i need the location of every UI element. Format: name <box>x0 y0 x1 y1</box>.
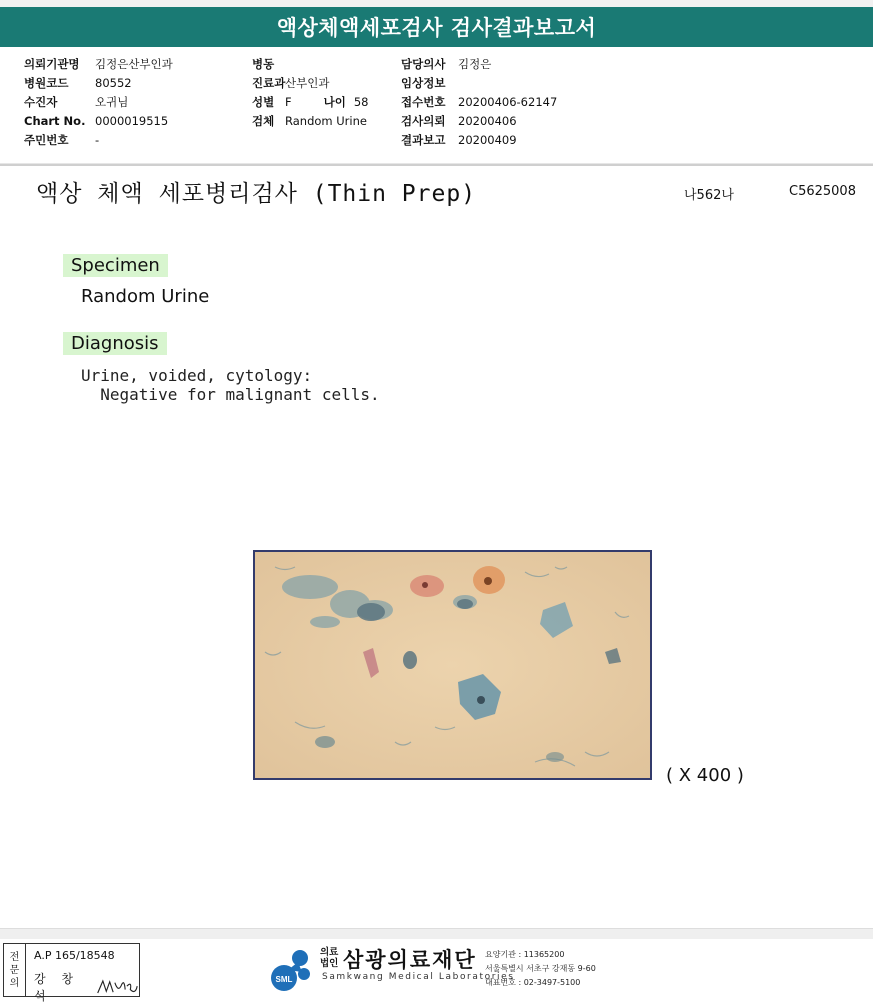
patient-info-col1 <box>24 54 173 149</box>
specialist-char: 전 <box>9 951 20 963</box>
diagnosis-line-2: Negative for malignant cells. <box>81 385 380 404</box>
org-english-name: Samkwang Medical Laboratories <box>322 972 515 982</box>
magnification-label: ( X 400 ) <box>666 765 744 786</box>
info-row <box>24 73 173 92</box>
age-label: 나이 <box>323 94 346 109</box>
info-value: 오귀님 <box>95 94 129 109</box>
info-row <box>401 130 557 149</box>
info-row <box>401 92 557 111</box>
info-label: 성별 <box>252 94 275 109</box>
org-type-line: 법인 <box>320 958 339 969</box>
info-row <box>252 111 368 130</box>
patient-info-col3 <box>401 54 557 149</box>
info-label: 검체 <box>252 113 275 128</box>
info-value: 20200406 <box>458 113 517 128</box>
cytology-image-drawing <box>255 552 650 778</box>
info-row <box>24 54 173 73</box>
signer-row <box>34 970 139 1004</box>
top-bar <box>0 0 873 7</box>
info-label: Chart No. <box>24 113 86 128</box>
org-type-line: 의료 <box>320 947 339 958</box>
logo-text: SML <box>275 975 293 984</box>
info-value: 김정은 <box>458 56 492 71</box>
info-label: 의뢰기관명 <box>24 56 80 71</box>
info-row <box>24 130 173 149</box>
info-value: 김정은산부인과 <box>95 56 173 71</box>
info-row <box>401 54 557 73</box>
handwritten-signature-icon <box>96 976 139 998</box>
org-contact <box>485 948 596 990</box>
info-row <box>401 73 557 92</box>
report-title: 액상 체액 세포병리검사 (Thin Prep) <box>36 181 477 207</box>
specimen-heading: Specimen <box>63 254 168 277</box>
report-header: 액상체액세포검사 검사결과보고서 <box>0 7 873 47</box>
info-value: 0000019515 <box>95 113 169 128</box>
ap-number: A.P 165/18548 <box>34 949 115 962</box>
info-row <box>24 111 173 130</box>
info-label: 수진자 <box>24 94 58 109</box>
info-row <box>252 73 368 92</box>
info-label: 검사의뢰 <box>401 113 446 128</box>
info-value: Random Urine <box>285 113 367 128</box>
specialist-char: 문 <box>9 964 20 976</box>
signer-name: 강 창 석 <box>34 972 79 1003</box>
info-row <box>24 92 173 111</box>
info-label: 접수번호 <box>401 94 446 109</box>
info-label: 결과보고 <box>401 132 446 147</box>
specialist-char: 의 <box>9 977 20 989</box>
section-divider <box>0 163 873 166</box>
info-value: - <box>95 132 100 147</box>
info-value: F <box>285 94 292 109</box>
sml-logo-icon <box>270 944 314 992</box>
info-row <box>252 92 368 111</box>
info-value: 80552 <box>95 75 132 90</box>
info-value: 20200409 <box>458 132 517 147</box>
patient-info-col2 <box>252 54 368 130</box>
report-code-1: 나562나 <box>684 188 734 203</box>
org-type <box>320 947 338 969</box>
org-meta-line: 서울특별시 서초구 강재동 9-60 <box>485 964 596 973</box>
diagnosis-line-1: Urine, voided, cytology: <box>81 366 313 385</box>
org-meta-line: 요양기관 : 11365200 <box>485 950 565 959</box>
org-meta-line: 대표번호 : 02-3497-5100 <box>485 978 581 987</box>
info-label: 진료과 <box>252 75 286 90</box>
org-name: 삼광의료재단 <box>343 948 477 972</box>
pathologist-signature-box <box>3 943 140 1003</box>
specimen-value: Random Urine <box>81 286 210 307</box>
info-row <box>252 54 368 73</box>
info-label: 병동 <box>252 56 275 71</box>
info-label: 병원코드 <box>24 75 69 90</box>
cytology-image <box>253 550 652 780</box>
info-label: 주민번호 <box>24 132 69 147</box>
report-code-2: C5625008 <box>789 184 856 199</box>
diagnosis-heading: Diagnosis <box>63 332 167 355</box>
info-value: 20200406-62147 <box>458 94 558 109</box>
signature-main <box>26 944 139 1003</box>
info-label: 담당의사 <box>401 56 446 71</box>
info-row <box>401 111 557 130</box>
specialist-label <box>4 944 26 996</box>
footer-divider <box>0 928 873 939</box>
age-value: 58 <box>353 94 369 109</box>
info-value: 산부인과 <box>285 75 330 90</box>
info-label: 임상정보 <box>401 75 446 90</box>
